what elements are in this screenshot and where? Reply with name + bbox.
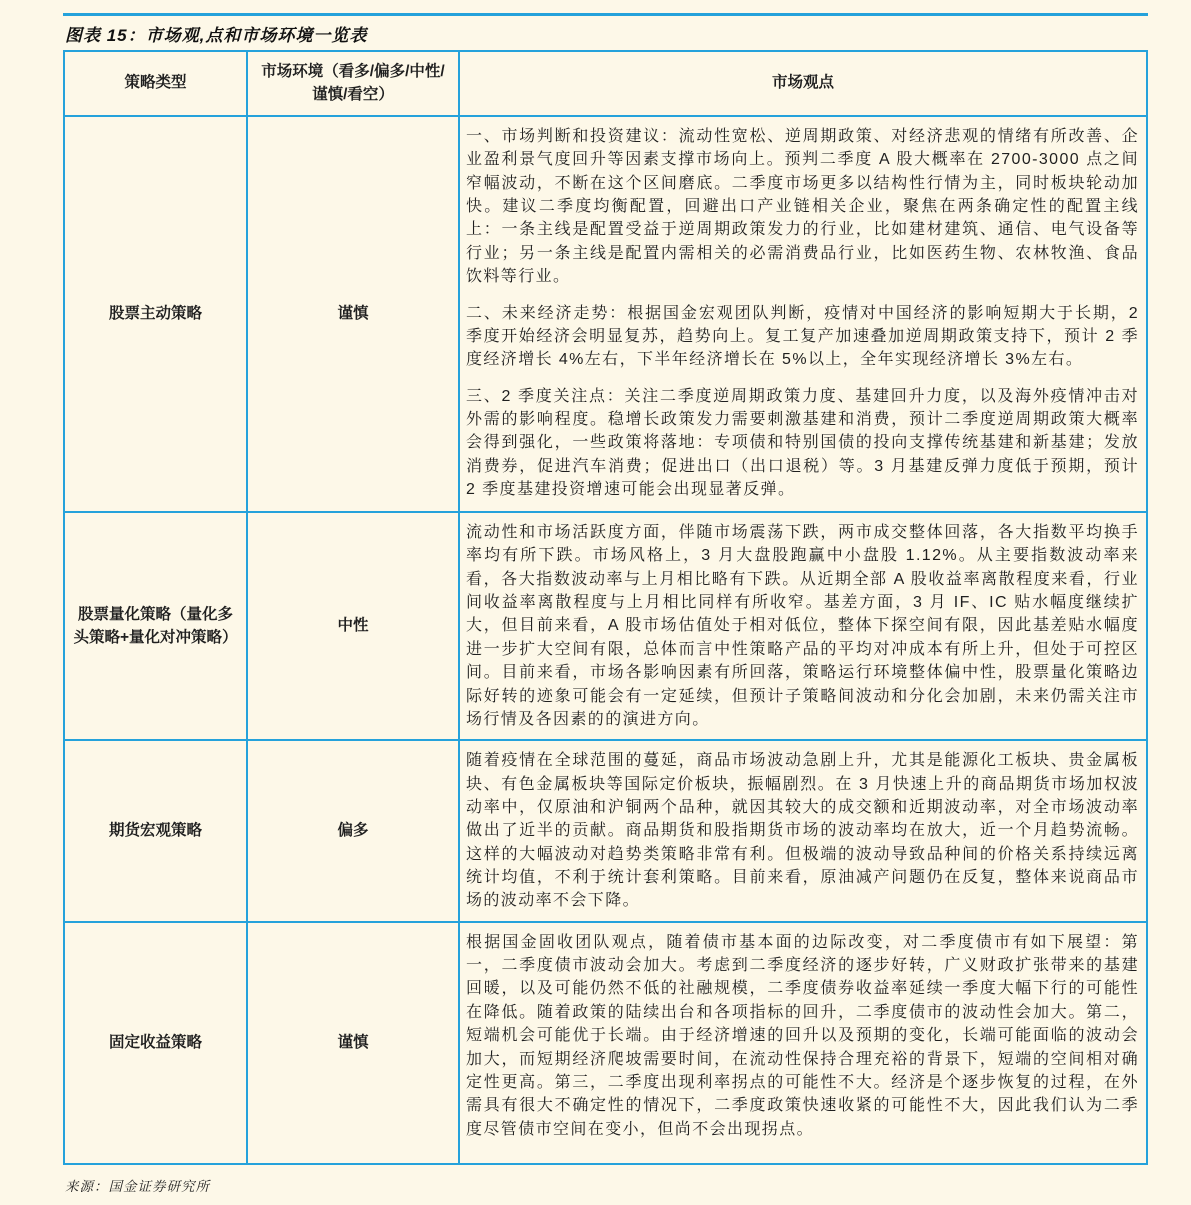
view-paragraph: 随着疫情在全球范围的蔓延，商品市场波动急剧上升，尤其是能源化工板块、贵金属板块、有色金属板块等国际定价板块，振幅剧烈。在 3 月快速上升的商品期货市场加权波动率中，仅原油和沪铜两个品种，就因其较大的成交额和近期波动率，对全市场波动率做出了近半的贡献。商品期货和股指期货市场的波动率均在放大，近一个月趋势流畅。这样的大幅波动对趋势类策略非常有利。但极端的波动导致品种间的价格关系持续远离统计均值，不利于统计套利策略。目前来看，原油减产问题仍在反复，整体来说商品市场的波动率不会下降。 [466, 752, 1139, 910]
environment-cell-futures-macro: 偏多 [248, 741, 460, 923]
source-note: 来源：国金证券研究所 [65, 1178, 210, 1194]
environment-cell-fixed-income: 谨慎 [248, 923, 460, 1163]
header-market-environment: 市场环境（看多/偏多/中性/谨慎/看空） [248, 52, 460, 117]
environment-cell-equity-active: 谨慎 [248, 117, 460, 513]
view-cell-futures-macro [460, 741, 1146, 923]
view-paragraph: 根据国金固收团队观点，随着债市基本面的边际改变，对二季度债市有如下展望：第一，二季度债市波动会加大。考虑到二季度经济的逐步好转，广义财政扩张带来的基建回暖，以及可能仍然不低的社融规模，二季度债券收益率延续一季度大幅下行的可能性在降低。随着政策的陆续出台和各项指标的回升，二季度债市的波动性会加大。第二，短端机会可能优于长端。由于经济增速的回升以及预期的变化，长端可能面临的波动会加大，而短期经济爬坡需要时间，在流动性保持合理充裕的背景下，短端的空间相对确定性更高。第三，二季度出现利率拐点的可能性不大。经济是个逐步恢复的过程，在外需具有很大不确定性的情况下，二季度政策快速收紧的可能性不大，因此我们认为二季度尽管债市空间在变小，但尚不会出现拐点。 [466, 933, 1139, 1138]
strategy-cell-futures-macro: 期货宏观策略 [65, 741, 248, 923]
view-paragraph: 三、2 季度关注点：关注二季度逆周期政策力度、基建回升力度，以及海外疫情冲击对外需的影响程度。稳增长政策发力需要刺激基建和消费，预计二季度逆周期政策大概率会得到强化，一些政策将落地：专项债和特别国债的投向支撑传统基建和新基建；发放消费券，促进汽车消费；促进出口（出口退税）等。3 月基建反弹力度低于预期，预计 2 季度基建投资增速可能会出现显著反弹。 [466, 387, 1139, 499]
strategy-cell-equity-active: 股票主动策略 [65, 117, 248, 513]
view-paragraph: 流动性和市场活跃度方面，伴随市场震荡下跌，两市成交整体回落，各大指数平均换手率均有所下跌。市场风格上，3 月大盘股跑赢中小盘股 1.12%。从主要指数波动率来看，各大指数波动率与上月相比略有下跌。从近期全部 A 股收益率离散程度来看，行业间收益率离散程度与上月相比同样有所收窄。基差方面，3 月 IF、IC 贴水幅度继续扩大，但目前来看，A 股市场估值处于相对低位，整体下探空间有限，因此基差贴水幅度进一步扩大空间有限，总体而言中性策略产品的平均对冲成本有所上升，但处于可控区间。目前来看，市场各影响因素有所回落，策略运行环境整体偏中性，股票量化策略边际好转的迹象可能会有一定延续，但预计子策略间波动和分化会加剧，未来仍需关注市场行情及各因素的的演进方向。 [466, 524, 1139, 728]
figure-block [63, 13, 1148, 1195]
figure-title-block [63, 13, 1148, 50]
figure-title: 图表 15：市场观,点和市场环境一览表 [65, 26, 368, 45]
view-paragraph: 一、市场判断和投资建议：流动性宽松、逆周期政策、对经济悲观的情绪有所改善、企业盈利景气度回升等因素支撑市场向上。预判二季度 A 股大概率在 2700-3000 点之间窄幅波动，不断在这个区间磨底。二季度市场更多以结构性行情为主，同时板块轮动加快。建议二季度均衡配置，回避出口产业链相关企业，聚焦在两条确定性的配置主线上：一条主线是配置受益于逆周期政策发力的行业，比如建材建筑、通信、电气设备等行业；另一条主线是配置内需相关的必需消费品行业，比如医药生物、农林牧渔、食品饮料等行业。 [466, 128, 1139, 286]
header-strategy-type: 策略类型 [65, 52, 248, 117]
market-view-table [63, 50, 1148, 1165]
strategy-cell-fixed-income: 固定收益策略 [65, 923, 248, 1163]
strategy-cell-equity-quant: 股票量化策略（量化多头策略+量化对冲策略） [65, 513, 248, 741]
view-cell-equity-active [460, 117, 1146, 513]
view-cell-equity-quant [460, 513, 1146, 741]
header-market-view: 市场观点 [460, 52, 1146, 117]
environment-cell-equity-quant: 中性 [248, 513, 460, 741]
view-paragraph: 二、未来经济走势：根据国金宏观团队判断，疫情对中国经济的影响短期大于长期，2 季度开始经济会明显复苏，趋势向上。复工复产加速叠加逆周期政策支持下，预计 2 季度经济增长 4%左右，下半年经济增长在 5%以上，全年实现经济增长 3%左右。 [466, 304, 1139, 369]
view-cell-fixed-income [460, 923, 1146, 1163]
